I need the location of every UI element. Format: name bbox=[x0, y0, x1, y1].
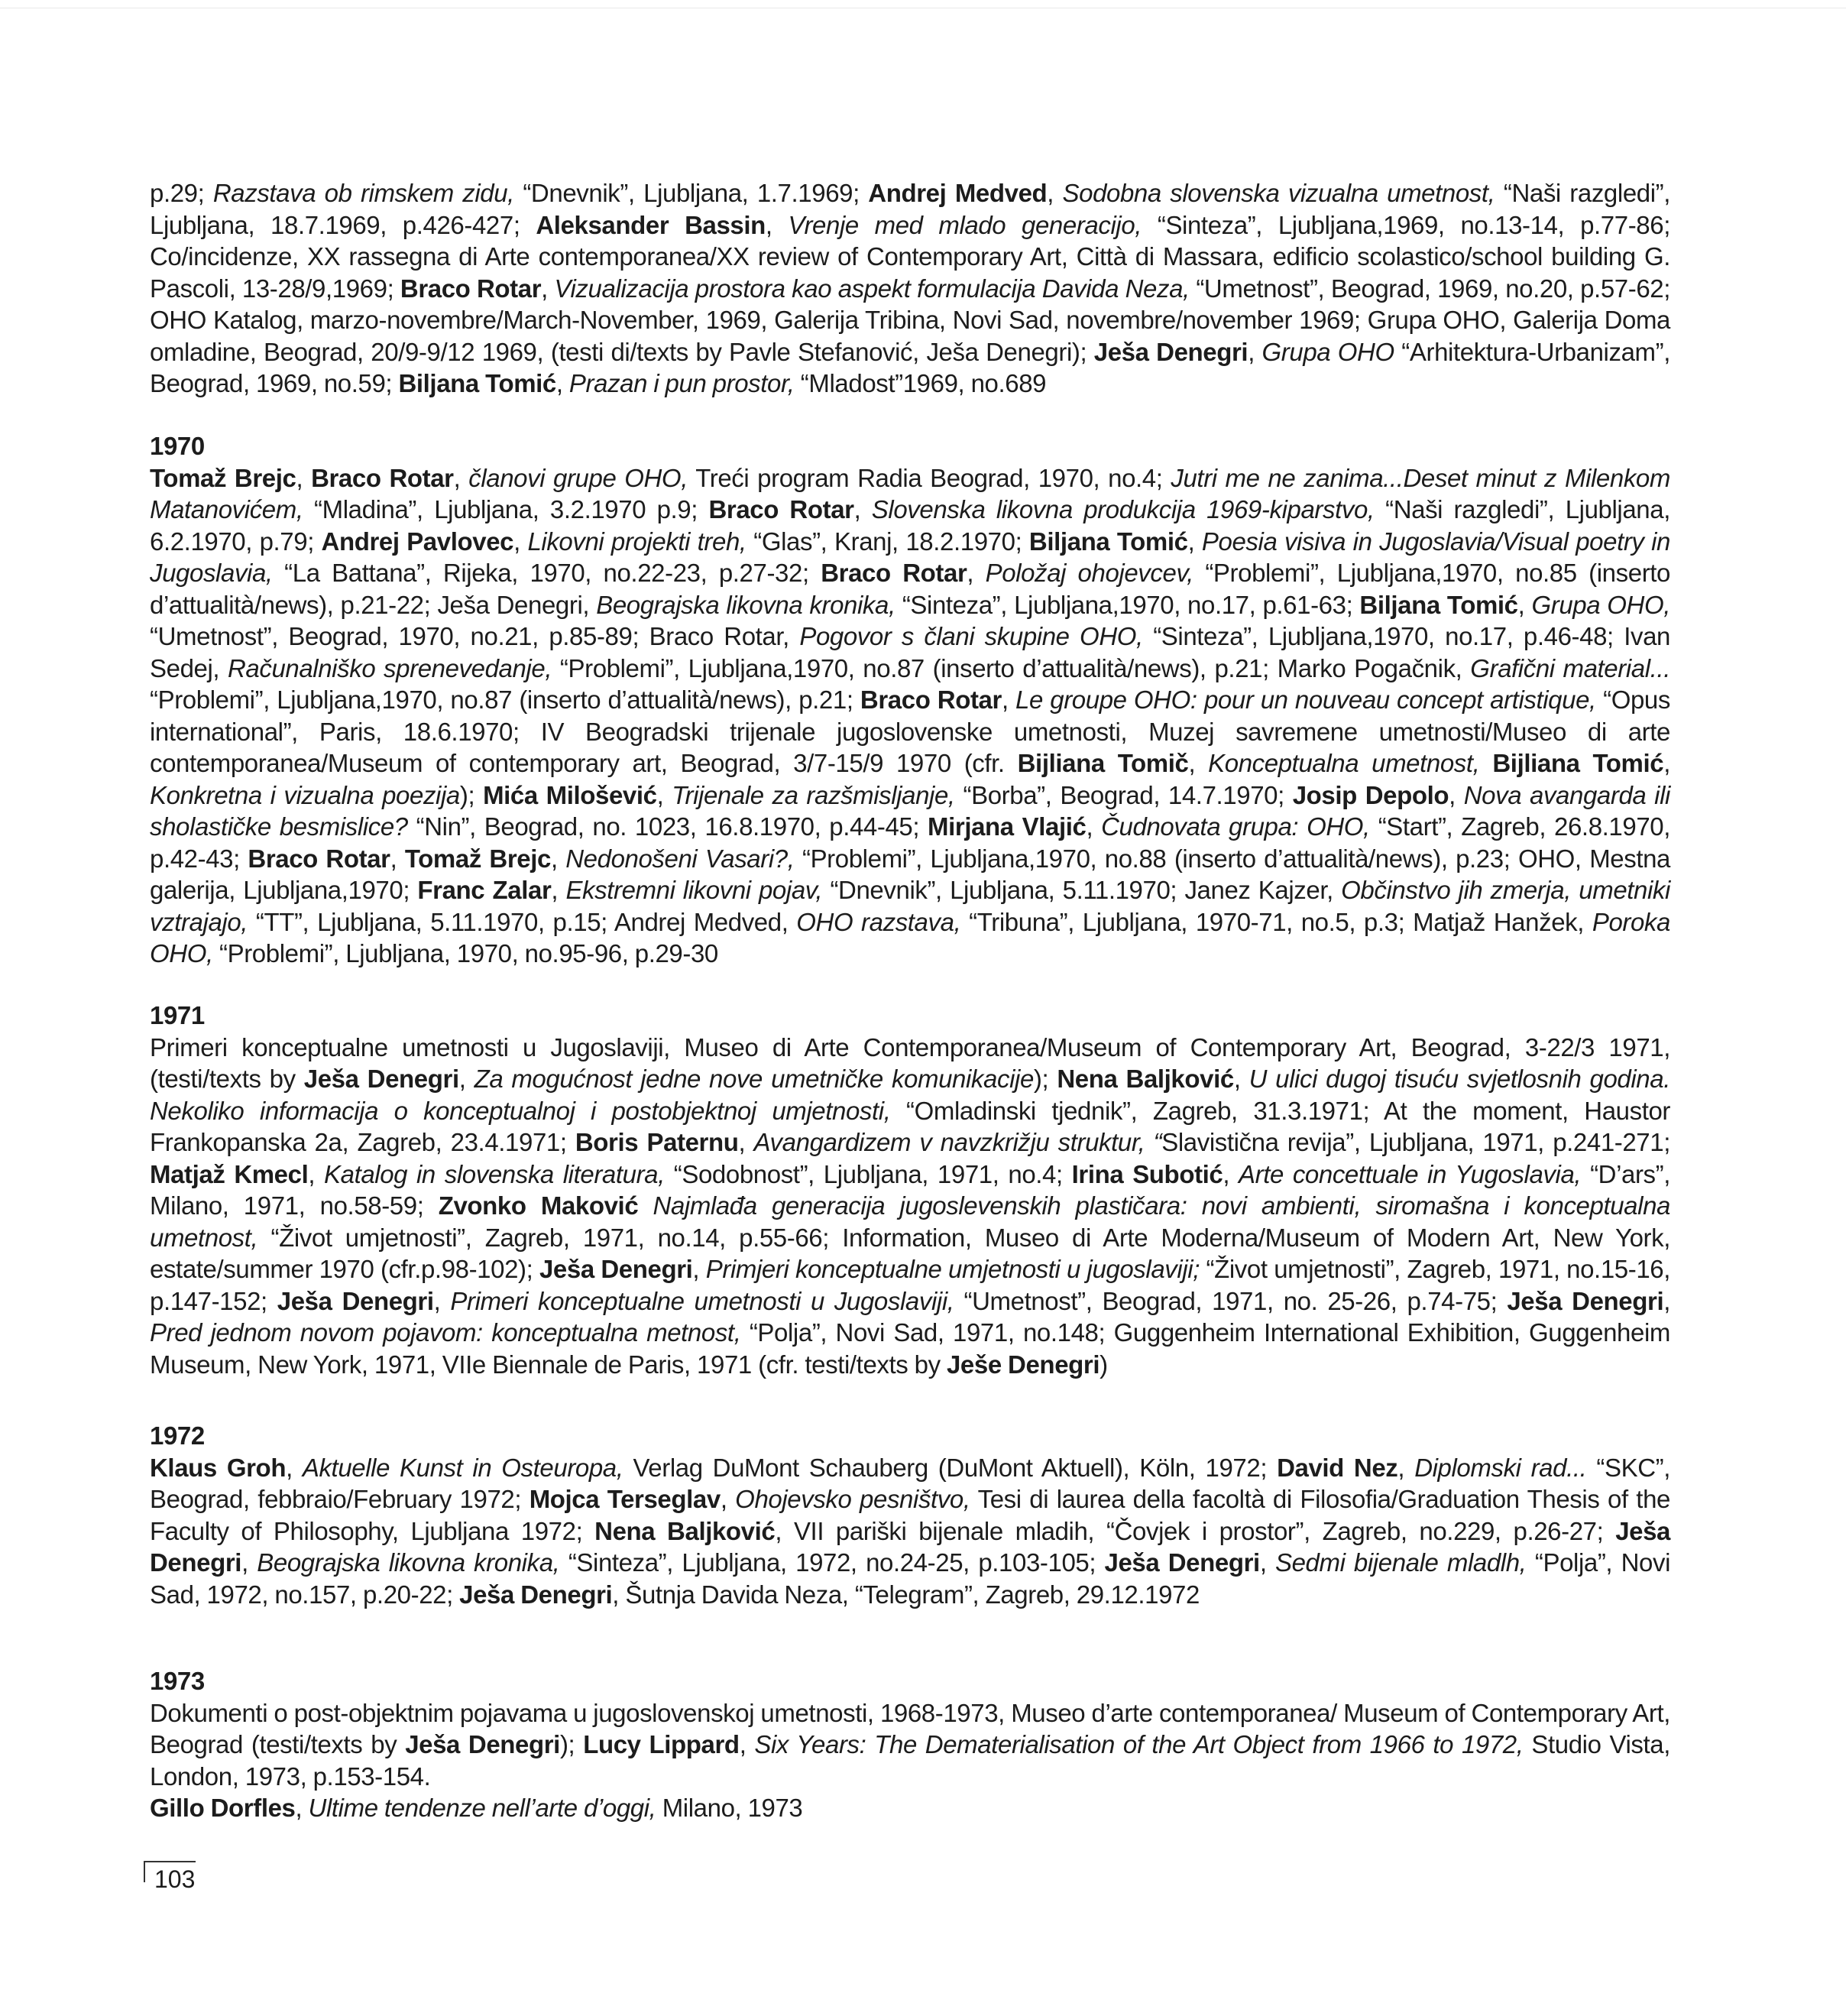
work-title: Nova avangarda ili sholastičke besmislice? bbox=[150, 780, 1670, 841]
author-name: Tomaž Brejc bbox=[404, 844, 551, 873]
author-name: Boris Paternu bbox=[575, 1128, 739, 1156]
work-title: U ulici dugoj tisuću svjetlosnih godina. Nekoliko informacija o konceptualnoj i postobjektnoj umjetnosti, bbox=[150, 1065, 1670, 1125]
citation-text: , bbox=[286, 1453, 303, 1482]
citation-text: “Omladinski tjednik”, Zagreb, 31.3.1971; At the moment, Haustor Frankopanska 2a, Zagreb, 23.4.1971; bbox=[150, 1096, 1671, 1156]
citation-text: , bbox=[967, 559, 986, 587]
citation-text: “Sodobnost”, Ljubljana, 1971, no.4; bbox=[664, 1159, 1072, 1188]
work-title: Likovni projekti treh, bbox=[527, 527, 746, 556]
work-title: Beograjska likovna kronika, bbox=[257, 1548, 560, 1577]
author-name: Braco Rotar bbox=[860, 686, 1002, 714]
citation-text: , bbox=[1259, 1548, 1275, 1577]
work-title: Jutri me ne zanima...Deset minut z Milenkom Matanovićem, bbox=[150, 463, 1670, 523]
citation-text: , bbox=[541, 274, 555, 303]
citation-text: , bbox=[692, 1255, 706, 1283]
author-name: Tomaž Brejc bbox=[150, 463, 296, 492]
section-paragraph bbox=[150, 1452, 1670, 1611]
citation-text: “Polja”, Novi Sad, 1972, no.157, p.20-22; bbox=[150, 1548, 1671, 1609]
author-name: Mića Milošević bbox=[483, 780, 657, 809]
work-title: Računalniško sprenevedanje, bbox=[227, 653, 552, 682]
citation-text: , bbox=[1517, 590, 1532, 619]
work-title: Ultime tendenze nell’arte d’oggi, bbox=[308, 1794, 656, 1822]
citation-text: “Sinteza”, Ljubljana,1969, no.13-14, p.77-86; Co/incidenze, XX rassegna di Arte contemporanea/XX review of Contemporary Art, Città di Massara, edificio scolastico/school building G. Pascoli, 13-28/9,1969; bbox=[150, 210, 1670, 303]
citation-text: , bbox=[739, 1730, 755, 1758]
citation-text: “Problemi”, Ljubljana,1970, no.88 (inserto d’attualità/news), p.23; OHO, Mestna galerija, Ljubljana,1970; bbox=[150, 844, 1671, 904]
author-name: Josip Depolo bbox=[1292, 780, 1449, 809]
citation-text: “Dnevnik”, Ljubljana, 5.11.1970; Janez Kajzer, bbox=[822, 876, 1342, 904]
citation-text: , bbox=[295, 1794, 309, 1822]
citation-text: , bbox=[551, 876, 566, 904]
citation-text: “Tribuna”, Ljubljana, 1970-71, no.5, p.3; Matjaž Hanžek, bbox=[960, 907, 1592, 936]
citation-text: , bbox=[1233, 1065, 1249, 1093]
citation-text: , bbox=[1086, 812, 1102, 841]
section-1971 bbox=[150, 1000, 1670, 1380]
citation-text bbox=[1479, 749, 1492, 777]
citation-text: , bbox=[1188, 749, 1209, 777]
citation-text: , bbox=[656, 780, 672, 809]
citation-text: , bbox=[458, 1065, 474, 1093]
work-title: Poesia visiva in Jugoslavia/Visual poetry in Jugoslavia, bbox=[150, 527, 1670, 587]
citation-text: “SKC”, Beograd, febbraio/February 1972; bbox=[150, 1453, 1670, 1513]
author-name: Ješa Denegri bbox=[459, 1580, 613, 1609]
work-title: Sodobna slovenska vizualna umetnost, bbox=[1062, 179, 1495, 207]
author-name: Biljana Tomić bbox=[398, 369, 556, 397]
author-name: Klaus Groh bbox=[150, 1453, 287, 1482]
citation-text: “Polja”, Novi Sad, 1971, no.148; Guggenheim International Exhibition, Guggenheim Museum, New York, 1971, VIIe Biennale de Paris, 1971 (cfr. testi/texts by bbox=[150, 1318, 1670, 1379]
citation-text: “Problemi”, Ljubljana, 1970, no.95-96, p.29-30 bbox=[212, 939, 718, 967]
author-name: Braco Rotar bbox=[400, 274, 542, 303]
citation-text: “Naši razgledi”, Ljubljana, 18.7.1969, p.426-427; bbox=[150, 179, 1671, 239]
work-title: Avangardizem v navzkrižju struktur, “ bbox=[753, 1128, 1162, 1156]
work-title: Najmlađa generacija jugoslevenskih plastičara: novi ambienti, siromašna i konceptualna umetnost, bbox=[150, 1191, 1670, 1252]
citation-text: “Umetnost”, Beograd, 1970, no.21, p.85-89; Braco Rotar, bbox=[150, 622, 800, 650]
citation-text: , bbox=[433, 1286, 451, 1315]
section-1972 bbox=[150, 1420, 1670, 1610]
citation-text: , bbox=[513, 527, 528, 556]
work-title: Grupa OHO bbox=[1261, 337, 1394, 366]
author-name: Ješa Denegri bbox=[277, 1286, 434, 1315]
work-title: Sedmi bijenale mladlh, bbox=[1274, 1548, 1527, 1577]
work-title: Pred jednom novom pojavom: konceptualna metnost, bbox=[150, 1318, 741, 1347]
year-heading: 1973 bbox=[150, 1667, 205, 1695]
section-extra-line bbox=[150, 1792, 1670, 1824]
citation-text: “Arhitektura-Urbanizam”, Beograd, 1969, no.59; bbox=[150, 337, 1670, 397]
citation-text: “Glas”, Kranj, 18.2.1970; bbox=[746, 527, 1029, 556]
author-name: Ješa Denegri bbox=[1093, 337, 1248, 366]
citation-text: “La Battana”, Rijeka, 1970, no.22-23, p.27-32; bbox=[272, 559, 821, 587]
work-title: Občinstvo jih zmerja, umetniki vztrajajo, bbox=[150, 876, 1670, 936]
citation-text: , bbox=[1397, 1453, 1415, 1482]
year-heading: 1970 bbox=[150, 432, 205, 460]
citation-text: “Borba”, Beograd, 14.7.1970; bbox=[954, 780, 1293, 809]
section-1973 bbox=[150, 1665, 1670, 1824]
citation-text: “Naši razgledi”, Ljubljana, 6.2.1970, p.79; bbox=[150, 495, 1670, 556]
citation-text: , bbox=[1001, 686, 1016, 714]
author-name: Nena Baljković bbox=[1057, 1065, 1234, 1093]
work-title: Poroka OHO, bbox=[150, 907, 1670, 967]
author-name: Bijliana Tomič bbox=[1017, 749, 1189, 777]
work-title: Primeri konceptualne umetnosti u Jugoslaviji, bbox=[450, 1286, 954, 1315]
author-name: Nena Baljković bbox=[594, 1516, 776, 1545]
author-name: Lucy Lippard bbox=[583, 1730, 740, 1758]
page-number-bracket-vertical bbox=[144, 1861, 145, 1882]
author-name: David Nez bbox=[1277, 1453, 1398, 1482]
work-title: Položaj ohojevcev, bbox=[985, 559, 1193, 587]
citation-text: “Mladina”, Ljubljana, 3.2.1970 p.9; bbox=[303, 495, 709, 523]
work-title: Vrenje med mlado generacijo, bbox=[788, 210, 1142, 239]
author-name: Braco Rotar bbox=[708, 495, 854, 523]
page-number: 103 bbox=[154, 1865, 196, 1893]
author-name: Ješa Denegri bbox=[150, 1516, 1671, 1577]
citation-text: ); bbox=[1033, 1065, 1057, 1093]
citation-text: ); bbox=[559, 1730, 584, 1758]
author-name: Biljana Tomić bbox=[1359, 590, 1518, 619]
work-title: Grupa OHO, bbox=[1531, 590, 1670, 619]
work-title: Nedonošeni Vasari?, bbox=[565, 844, 795, 873]
citation-text: , bbox=[765, 210, 789, 239]
citation-text: “Opus international”, Paris, 18.6.1970; IV Beogradski trijenale jugoslovenske umetnosti, Muzej savremene umetnosti/Museo di arte contemporanea/Museum of contemporary art, Beograd, 3/7-15/9 1970 (cfr. bbox=[150, 686, 1670, 777]
author-name: Braco Rotar bbox=[248, 844, 390, 873]
citation-text: “Mladost”1969, no.689 bbox=[794, 369, 1047, 397]
work-title: Konkretna i vizualna poezija bbox=[150, 780, 460, 809]
work-title: Diplomski rad... bbox=[1414, 1453, 1587, 1482]
citation-text: , bbox=[1223, 1159, 1239, 1188]
citation-text: , bbox=[1663, 749, 1670, 777]
citation-text: Milano, 1973 bbox=[656, 1794, 803, 1822]
author-name: Andrej Pavlovec bbox=[321, 527, 514, 556]
author-name: Biljana Tomić bbox=[1028, 527, 1188, 556]
author-name: Ješa Denegri bbox=[1507, 1286, 1664, 1315]
work-title: Primjeri konceptualne umjetnosti u jugoslaviji; bbox=[705, 1255, 1200, 1283]
citation-text: “Sinteza”, Ljubljana,1970, no.17, p.46-48; Ivan Sedej, bbox=[150, 622, 1670, 682]
citation-text: “Umetnost”, Beograd, 1969, no.20, p.57-62; OHO Katalog, marzo-novembre/March-November, 1969, Galerija Tribina, Novi Sad, novembre/november 1969; Grupa OHO, Galerija Doma omladine, Beograd, 20/9-9/12 1969, (testi di/texts by Pavle Stefanović, Ješa Denegri); bbox=[150, 274, 1670, 366]
author-name: Braco Rotar bbox=[821, 559, 967, 587]
citation-text: “Život umjetnosti”, Zagreb, 1971, no.14, p.55-66; Information, Museo di Arte Moderna/Museum of Modern Art, New York, estate/summer 1970 (cfr.p.98-102); bbox=[150, 1223, 1670, 1283]
work-title: Six Years: The Dematerialisation of the Art Object from 1966 to 1972, bbox=[754, 1730, 1524, 1758]
citation-text: , bbox=[1248, 337, 1262, 366]
section-paragraph bbox=[150, 1697, 1670, 1793]
work-title: Za mogućnost jedne nove umetničke komunikacije bbox=[474, 1065, 1034, 1093]
citation-text: ) bbox=[1100, 1350, 1108, 1379]
citation-text: Dokumenti o post-objektnim pojavama u jugoslovenskoj umetnosti, 1968-1973, Museo d’arte contemporanea/ Museum of Contemporary Art, Beograd (testi/texts by bbox=[150, 1698, 1670, 1758]
citation-text: “TT”, Ljubljana, 5.11.1970, p.15; Andrej Medved, bbox=[248, 907, 797, 936]
citation-text: Studio Vista, London, 1973, p.153-154. bbox=[150, 1730, 1670, 1791]
work-title: Ekstremni likovni pojav, bbox=[565, 876, 823, 904]
work-title: Slovenska likovna produkcija 1969-kiparstvo, bbox=[871, 495, 1375, 523]
citation-text: “Sinteza”, Ljubljana,1970, no.17, p.61-63; bbox=[895, 590, 1360, 619]
work-title: Konceptualna umetnost, bbox=[1208, 749, 1480, 777]
work-title: Le groupe OHO: pour un nouveau concept artistique, bbox=[1015, 686, 1596, 714]
work-title: OHO razstava, bbox=[796, 907, 961, 936]
citation-text: , bbox=[1047, 179, 1063, 207]
citation-text: , bbox=[853, 495, 872, 523]
year-heading: 1972 bbox=[150, 1421, 205, 1450]
work-title: Razstava ob rimskem zidu, bbox=[212, 179, 514, 207]
citation-text: “Umetnost”, Beograd, 1971, no. 25-26, p.74-75; bbox=[954, 1286, 1508, 1315]
author-name: Ješa Denegri bbox=[405, 1730, 560, 1758]
work-title: Čudnovata grupa: OHO, bbox=[1101, 812, 1370, 841]
work-title: Katalog in slovenska literatura, bbox=[324, 1159, 665, 1188]
author-name: Mojca Terseglav bbox=[529, 1485, 721, 1513]
work-title: Vizualizacija prostora kao aspekt formulacija Davida Neza, bbox=[554, 274, 1190, 303]
work-title: Pogovor s člani skupine OHO, bbox=[799, 622, 1143, 650]
author-name: Ješe Denegri bbox=[946, 1350, 1100, 1379]
work-title: Ohojevsko pesništvo, bbox=[735, 1485, 970, 1513]
year-heading: 1971 bbox=[150, 1001, 205, 1029]
citation-text: , bbox=[296, 463, 312, 492]
work-title: Beograjska likovna kronika, bbox=[596, 590, 895, 619]
author-name: Mirjana Vlajić bbox=[928, 812, 1087, 841]
citation-text: p.29; bbox=[150, 179, 213, 207]
author-name: Gillo Dorfles bbox=[150, 1794, 296, 1822]
citation-text: “Život umjetnosti”, Zagreb, 1971, no.15-16, p.147-152; bbox=[150, 1255, 1670, 1315]
author-name: Irina Subotić bbox=[1071, 1159, 1223, 1188]
citation-text: “Problemi”, Ljubljana,1970, no.87 (inserto d’attualità/news), p.21; Marko Pogačnik, bbox=[552, 653, 1471, 682]
author-name: Ješa Denegri bbox=[303, 1065, 459, 1093]
bibliography-body bbox=[150, 177, 1671, 1822]
section-paragraph bbox=[150, 1032, 1670, 1381]
author-name: Matjaž Kmecl bbox=[150, 1159, 309, 1188]
author-name: Zvonko Maković bbox=[438, 1191, 639, 1220]
author-name: Andrej Medved bbox=[868, 179, 1048, 207]
work-title: Prazan i pun prostor, bbox=[568, 369, 795, 397]
citation-text: , bbox=[720, 1485, 736, 1513]
citation-text: Tesi di laurea della facoltà di Filosofia/Graduation Thesis of the Faculty of Philosophy, Ljubljana 1972; bbox=[150, 1485, 1670, 1545]
citation-text: , bbox=[390, 844, 405, 873]
author-name: Bijliana Tomić bbox=[1492, 749, 1664, 777]
author-name: Braco Rotar bbox=[311, 463, 454, 492]
citation-text: , bbox=[241, 1548, 257, 1577]
citation-text: “Start”, Zagreb, 26.8.1970, p.42-43; bbox=[150, 812, 1670, 873]
citation-text: , bbox=[1187, 527, 1202, 556]
citation-text: Slavistična revija”, Ljubljana, 1971, p.241-271; bbox=[1161, 1128, 1670, 1156]
work-title: Aktuelle Kunst in Osteuropa, bbox=[302, 1453, 623, 1482]
citation-text: Treći program Radia Beograd, 1970, no.4; bbox=[687, 463, 1171, 492]
work-title: članovi grupe OHO, bbox=[468, 463, 688, 492]
bibliography-continuation bbox=[150, 177, 1670, 400]
citation-text: , bbox=[308, 1159, 325, 1188]
work-title: Grafični material... bbox=[1470, 653, 1670, 682]
citation-text bbox=[638, 1191, 653, 1220]
citation-text: “Sinteza”, Ljubljana, 1972, no.24-25, p.103-105; bbox=[559, 1548, 1105, 1577]
author-name: Franc Zalar bbox=[417, 876, 552, 904]
citation-text: Primeri konceptualne umetnosti u Jugoslaviji, Museo di Arte Contemporanea/Museum of Contemporary Art, Beograd, 3-22/3 1971, (testi/texts by bbox=[150, 1032, 1670, 1093]
citation-text: , Šutnja Davida Neza, “Telegram”, Zagreb, 29.12.1972 bbox=[612, 1580, 1200, 1609]
work-title: Trijenale za razšmisljanje, bbox=[672, 780, 955, 809]
citation-text: , VII pariški bijenale mladih, “Čovjek i prostor”, Zagreb, no.229, p.26-27; bbox=[775, 1516, 1616, 1545]
citation-text: “Nin”, Beograd, no. 1023, 16.8.1970, p.44-45; bbox=[407, 812, 928, 841]
section-paragraph bbox=[150, 462, 1670, 970]
work-title: Arte concettuale in Yugoslavia, bbox=[1239, 1159, 1582, 1188]
author-name: Ješa Denegri bbox=[1104, 1548, 1260, 1577]
citation-text: , bbox=[555, 369, 569, 397]
section-1970 bbox=[150, 430, 1670, 970]
citation-text: ); bbox=[459, 780, 484, 809]
citation-text: “Problemi”, Ljubljana,1970, no.87 (inserto d’attualità/news), p.21; bbox=[150, 686, 860, 714]
citation-text: , bbox=[738, 1128, 754, 1156]
author-name: Ješa Denegri bbox=[539, 1255, 693, 1283]
citation-text: , bbox=[1449, 780, 1464, 809]
author-name: Aleksander Bassin bbox=[536, 210, 766, 239]
citation-text: “Problemi”, Ljubljana,1970, no.85 (inserto d’attualità/news), p.21-22; Ješa Denegri, bbox=[150, 559, 1670, 619]
citation-text: , bbox=[1663, 1286, 1670, 1315]
citation-text: “D’ars”, Milano, 1971, no.58-59; bbox=[150, 1159, 1671, 1220]
citation-text: Verlag DuMont Schauberg (DuMont Aktuell), Köln, 1972; bbox=[623, 1453, 1278, 1482]
citation-text: , bbox=[550, 844, 566, 873]
citation-text: , bbox=[453, 463, 469, 492]
citation-text: “Dnevnik”, Ljubljana, 1.7.1969; bbox=[513, 179, 869, 207]
intro-paragraph bbox=[150, 177, 1670, 400]
